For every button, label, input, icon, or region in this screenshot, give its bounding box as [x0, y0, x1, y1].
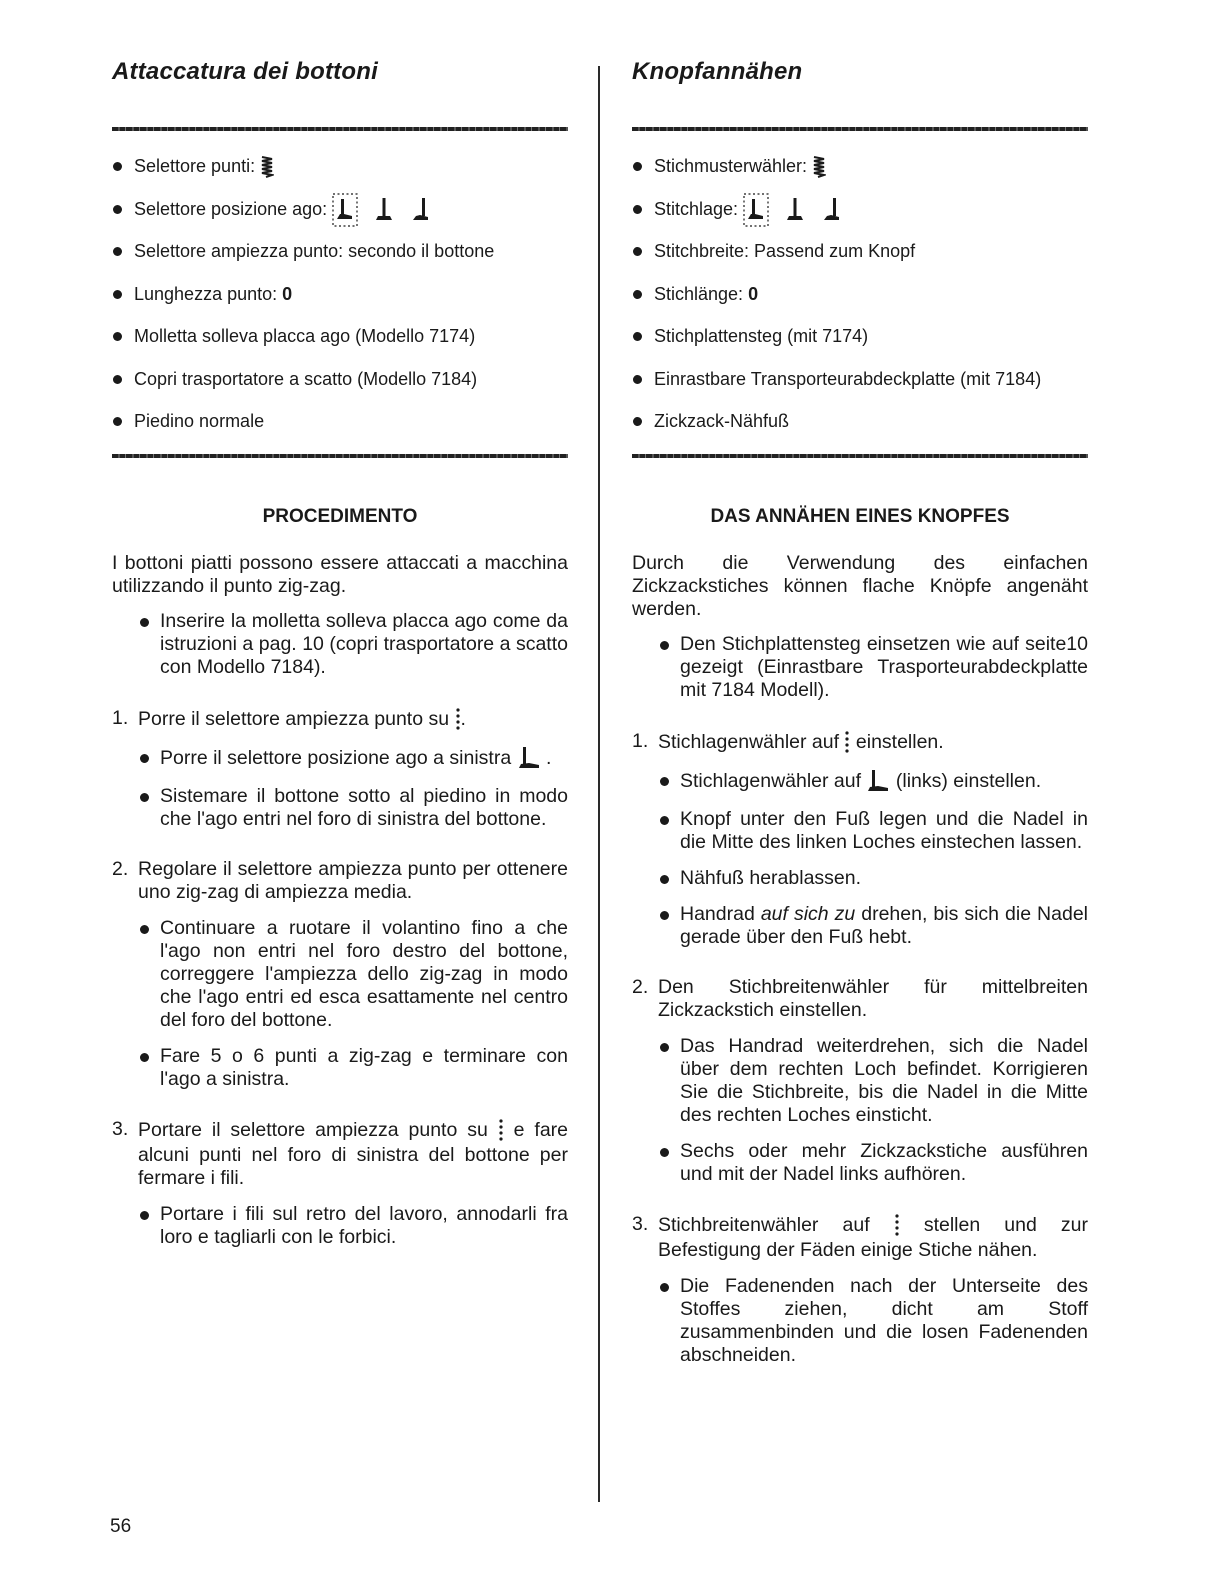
setting-plate-clip: Molletta solleva placca ago (Modello 7174) — [112, 318, 572, 361]
german-settings-list — [632, 148, 1092, 446]
setting-stitch-width: Stitchbreite: Passend zum Knopf — [632, 233, 1092, 276]
needle-left-selected-icon — [332, 193, 358, 227]
italian-step-1-bullet-2: Sistemare il bottone sotto al piedino in modo che l'ago entri nel foro di sinistra del bottone. — [160, 785, 568, 830]
german-step-1-bullet-4: Handrad auf sich zu drehen, bis sich die Nadel gerade über den Fuß hebt. — [680, 903, 1089, 948]
setting-stitch-length: Lunghezza punto: 0 — [112, 276, 572, 319]
setting-foot: Zickzack-Nähfuß — [632, 403, 1092, 446]
italian-step-2: 2. Regolare il selettore ampiezza punto per ottenere uno zig-zag di ampiezza media. — [112, 858, 568, 903]
italian-intro: I bottoni piatti possono essere attaccati a macchina utilizzando il punto zig-zag. — [112, 552, 568, 597]
german-step-1-bullet-3: Nähfuß herablassen. — [680, 867, 1088, 890]
setting-plate-clip: Stichplattensteg (mit 7174) — [632, 318, 1092, 361]
setting-feed-cover: Einrastbare Transporteurabdeckplatte (mit 7184) — [632, 361, 1092, 404]
needle-center-icon — [784, 196, 806, 224]
german-step-3-bullet-1: Die Fadenenden nach der Unterseite des Stoffes ziehen, dicht am Stoff zusammenbinden und die losen Fadenenden abschneiden. — [680, 1275, 1088, 1366]
italian-step-1: 1. Porre il selettore ampiezza punto su . — [112, 707, 568, 733]
italian-step-3: 3. Portare il selettore ampiezza punto su e fare alcuni punti nel foro di sinistra del bottone per fermare i fili. — [112, 1118, 569, 1189]
italian-intro-bullet: Inserire la molletta solleva placca ago come da istruzioni a pag. 10 (copri trasportatore a scatto con Modello 7184). — [160, 610, 568, 678]
italian-step-2-bullet-1: Continuare a ruotare il volantino fino a che l'ago non entri nel foro destro del bottone, correggere l'ampiezza dello zig-zag in modo che l'ago entri ed esca esattamente nel centro del foro del bottone. — [160, 917, 568, 1031]
needle-left-selected-icon — [743, 193, 769, 227]
italian-body — [112, 552, 568, 1262]
setting-foot: Piedino normale — [112, 403, 572, 446]
zero-width-icon — [894, 1213, 900, 1239]
setting-stitch-length: Stichlänge: 0 — [632, 276, 1092, 319]
german-step-1-bullet-2: Knopf unter den Fuß legen und die Nadel in die Mitte des linken Loches einstechen lassen. — [680, 808, 1088, 853]
german-intro-bullet: Den Stichplattensteg einsetzen wie auf seite10 gezeigt (Einrastbare Trasporteurabdeckplatte mit 7184 Modell). — [680, 633, 1088, 701]
italian-settings-list — [112, 148, 572, 446]
setting-stitch-width: Selettore ampiezza punto: secondo il bottone — [112, 233, 572, 276]
zigzag-stitch-icon — [812, 155, 826, 179]
italian-step-2-bullet-2: Fare 5 o 6 punti a zig-zag e terminare con l'ago a sinistra. — [160, 1045, 568, 1090]
german-intro: Durch die Verwendung des einfachen Zickzackstiches können flache Knöpfe angenäht werden. — [632, 552, 1088, 620]
zero-width-icon — [498, 1118, 504, 1144]
setting-stitch-selector: Stichmusterwähler: — [632, 148, 1092, 191]
german-step-2-bullet-2: Sechs oder mehr Zickzackstiche ausführen und mit der Nadel links aufhören. — [680, 1140, 1088, 1185]
german-title: Knopfannähen — [632, 58, 803, 85]
german-step-2: 2. Den Stichbreitenwähler für mittelbreiten Zickzackstich einstellen. — [632, 976, 1088, 1021]
page-number: 56 — [110, 1516, 132, 1537]
needle-right-icon — [821, 196, 843, 224]
setting-needle-position: Selettore posizione ago: — [112, 191, 572, 234]
german-step-1: 1. Stichlagenwähler auf einstellen. — [632, 730, 1088, 756]
zero-width-icon — [844, 730, 850, 756]
setting-stitch-selector: Selettore punti: — [112, 148, 572, 191]
title-rule — [112, 127, 568, 131]
german-procedure-heading: DAS ANNÄHEN EINES KNOPFES — [710, 506, 1010, 527]
german-body — [632, 552, 1088, 1380]
italian-step-1-bullet-1: Porre il selettore posizione ago a sinistra . — [160, 746, 568, 772]
column-divider — [598, 66, 600, 1502]
settings-rule — [632, 454, 1088, 458]
german-step-2-bullet-1: Das Handrad weiterdrehen, sich die Nadel über dem rechten Loch befindet. Korrigieren Sie die Stichbreite, bis die Nadel in die Mitte des rechten Loches einsticht. — [680, 1035, 1088, 1126]
needle-right-icon — [410, 196, 432, 224]
italian-step-3-bullet-1: Portare i fili sul retro del lavoro, annodarli fra loro e tagliarli con le forbici. — [160, 1203, 568, 1248]
needle-left-icon — [866, 769, 890, 795]
italian-procedure-heading: PROCEDIMENTO — [262, 506, 418, 527]
setting-feed-cover: Copri trasportatore a scatto (Modello 7184) — [112, 361, 572, 404]
title-rule — [632, 127, 1088, 131]
italian-title: Attaccatura dei bottoni — [112, 58, 378, 85]
german-step-1-bullet-1: Stichlagenwähler auf (links) einstellen. — [680, 769, 1088, 795]
setting-needle-position: Stitchlage: — [632, 191, 1092, 234]
german-step-3: 3. Stichbreitenwähler auf stellen und zur Befestigung der Fäden einige Stiche nähen. — [632, 1213, 1088, 1261]
needle-center-icon — [373, 196, 395, 224]
settings-rule — [112, 454, 568, 458]
zigzag-stitch-icon — [260, 155, 274, 179]
needle-left-icon — [517, 746, 541, 772]
